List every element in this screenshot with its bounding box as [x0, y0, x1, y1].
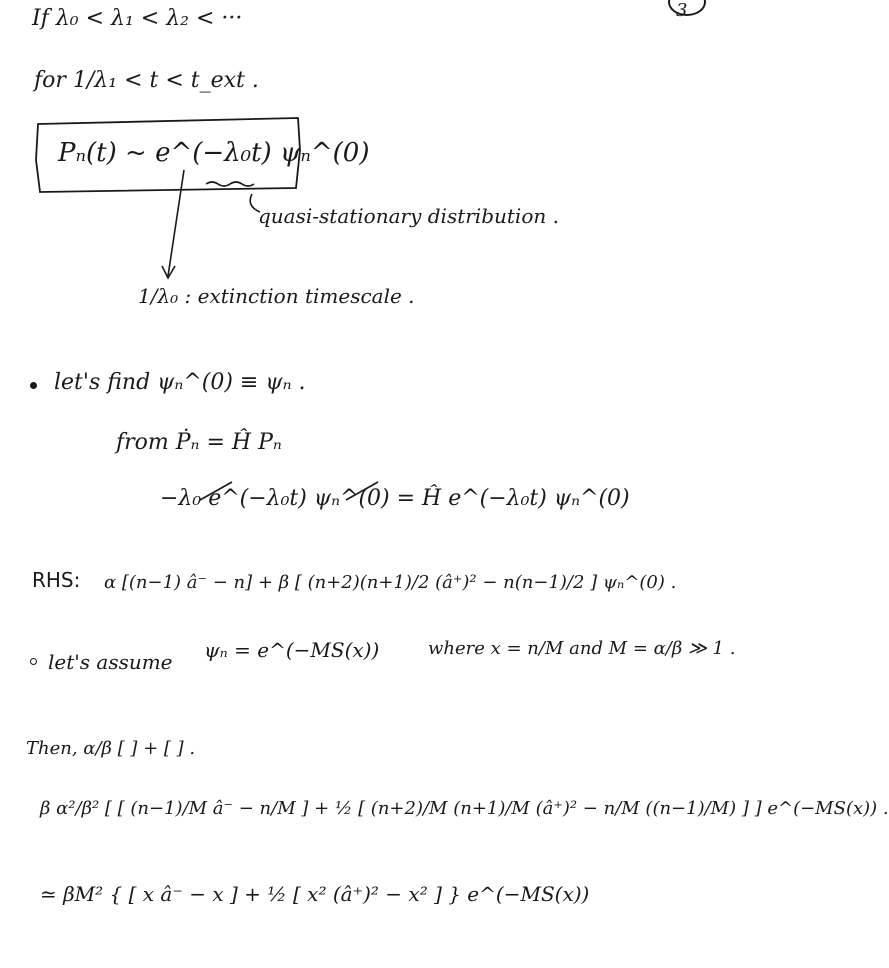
- extinction-timescale-label: 1/λ₀ : extinction timescale .: [138, 284, 415, 308]
- time-range: for 1/λ₁ < t < t_ext .: [34, 68, 259, 93]
- rhs-expression: α [(n−1) â⁻ − n] + β [ (n+2)(n+1)/2 (â⁺)² − n(n−1)/2 ] ψₙ^(0) .: [104, 572, 677, 593]
- timescale-arrow-line: [168, 170, 184, 276]
- bullet-dot: [30, 382, 37, 389]
- timescale-arrow-head: [162, 266, 175, 278]
- scaling-definitions: where x = n/M and M = α/β ≫ 1 .: [428, 638, 736, 659]
- eigenvalue-ordering: If λ₀ < λ₁ < λ₂ < ···: [32, 6, 243, 31]
- find-eigenvector-line: let's find ψₙ^(0) ≡ ψₙ .: [54, 370, 306, 395]
- master-equation-line: from Ṗₙ = Ĥ Pₙ: [116, 430, 282, 455]
- quasi-stationary-label: quasi-stationary distribution .: [258, 204, 559, 228]
- eigen-substitution-line: −λ₀ e^(−λ₀t) ψₙ^(0) = Ĥ e^(−λ₀t) ψₙ^(0): [160, 486, 630, 511]
- bullet-ring: [30, 658, 37, 665]
- expanded-expression: β α²/β² [ [ (n−1)/M â⁻ − n/M ] + ½ [ (n+2)/M (n+1)/M (â⁺)² − n/M ((n−1)/M) ] ] e^(−MS(x)) .: [40, 798, 889, 819]
- page-number: 3: [676, 0, 688, 21]
- assume-label: let's assume: [48, 650, 173, 674]
- wkb-ansatz: ψₙ = e^(−MS(x)): [204, 638, 380, 662]
- wavy-underline: [206, 182, 254, 186]
- rhs-label: RHS:: [32, 568, 81, 592]
- then-line: Then, α/β [ ] + [ ] .: [26, 738, 196, 759]
- boxed-asymptotic-formula: Pₙ(t) ~ e^(−λ₀t) ψₙ^(0): [58, 138, 370, 168]
- approximation-line: ≃ βM² { [ x â⁻ − x ] + ½ [ x² (â⁺)² − x² ] } e^(−MS(x)): [40, 882, 590, 906]
